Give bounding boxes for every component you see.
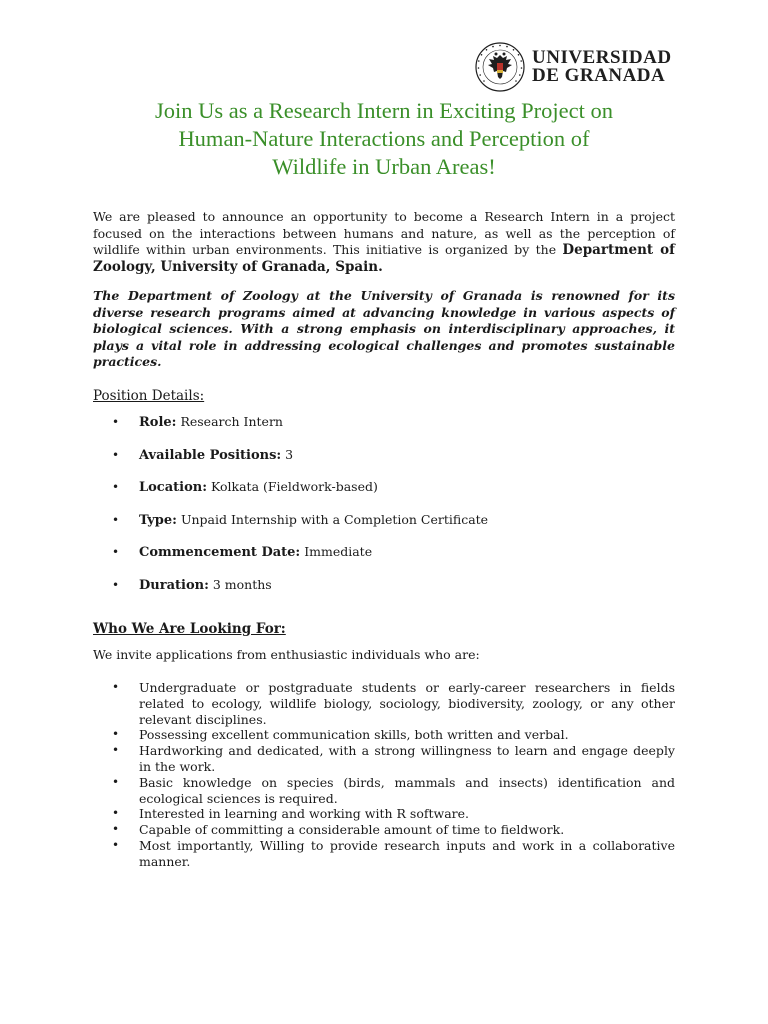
bullet-icon: • — [112, 837, 120, 852]
department-name: Department of Zoology, University of Granada, Spain. — [93, 242, 675, 275]
university-logo — [474, 41, 679, 93]
list-item: • Basic knowledge on species (birds, mammals and insects) identification and ecological sciences is required. — [112, 774, 675, 806]
university-wordmark — [532, 49, 677, 85]
intro-text: We are pleased to announce an opportunity to become a Research Intern in a project focused on the interactions between humans and nature, as well as the perception of wildlife within urban environments. This initiative is organized by the — [93, 209, 675, 258]
bullet-icon: • — [112, 774, 120, 789]
list-item: • Most importantly, Willing to provide research inputs and work in a collaborative manner. — [112, 837, 675, 869]
bullet-icon: • — [112, 545, 120, 560]
position-details-list — [112, 413, 672, 609]
list-item: • Capable of committing a considerable amount of time to fieldwork. — [112, 822, 565, 838]
bullet-icon: • — [112, 577, 120, 592]
list-item: • Duration: 3 months — [112, 576, 272, 593]
university-seal-icon — [474, 41, 526, 93]
title-line-2: Human-Nature Interactions and Perception of — [178, 126, 590, 151]
bullet-icon: • — [112, 680, 120, 694]
list-item: • Interested in learning and working with R software. — [112, 806, 470, 822]
list-item: • Available Positions: 3 — [112, 446, 294, 463]
bullet-icon: • — [112, 822, 120, 837]
bullet-icon: • — [112, 415, 120, 429]
list-item: • Role: Research Intern — [112, 414, 283, 430]
intro-paragraph — [93, 209, 675, 275]
list-item: • Commencement Date: Immediate — [112, 544, 373, 561]
list-item: • Undergraduate or postgraduate students or early-career researchers in fields related to ecology, wildlife biology, sociology, biodiversity, zoology, or any other relevant disciplines. — [112, 680, 675, 727]
looking-for-intro: We invite applications from enthusiastic individuals who are: — [93, 647, 480, 662]
bullet-icon: • — [112, 480, 120, 495]
title-line-1: Join Us as a Research Intern in Exciting Project on — [154, 98, 613, 123]
bullet-icon: • — [112, 743, 120, 758]
list-item: • Hardworking and dedicated, with a strong willingness to learn and engage deeply in the work. — [112, 743, 675, 774]
position-details-heading: Position Details: — [93, 388, 205, 404]
list-item: • Possessing excellent communication skills, both written and verbal. — [112, 727, 569, 743]
bullet-icon: • — [112, 727, 120, 742]
wordmark-line-1: UNIVERSIDAD — [532, 47, 672, 68]
requirements-list — [112, 680, 675, 870]
bullet-icon: • — [112, 512, 120, 527]
bullet-icon: • — [112, 806, 120, 821]
list-item: • Location: Kolkata (Fieldwork-based) — [112, 479, 378, 496]
wordmark-line-2: DE GRANADA — [532, 65, 666, 86]
list-item: • Type: Unpaid Internship with a Completion Certificate — [112, 511, 489, 528]
page-title — [80, 97, 688, 181]
department-description: The Department of Zoology at the University of Granada is renowned for its diverse research programs aimed at advancing knowledge in various aspects of biological sciences. With a strong emphasis on interdisciplinary approaches, it plays a vital role in addressing ecological challenges and promotes sustainable practices. — [93, 288, 675, 370]
bullet-icon: • — [112, 447, 120, 462]
title-line-3: Wildlife in Urban Areas! — [272, 154, 496, 179]
looking-for-heading: Who We Are Looking For: — [93, 621, 286, 637]
